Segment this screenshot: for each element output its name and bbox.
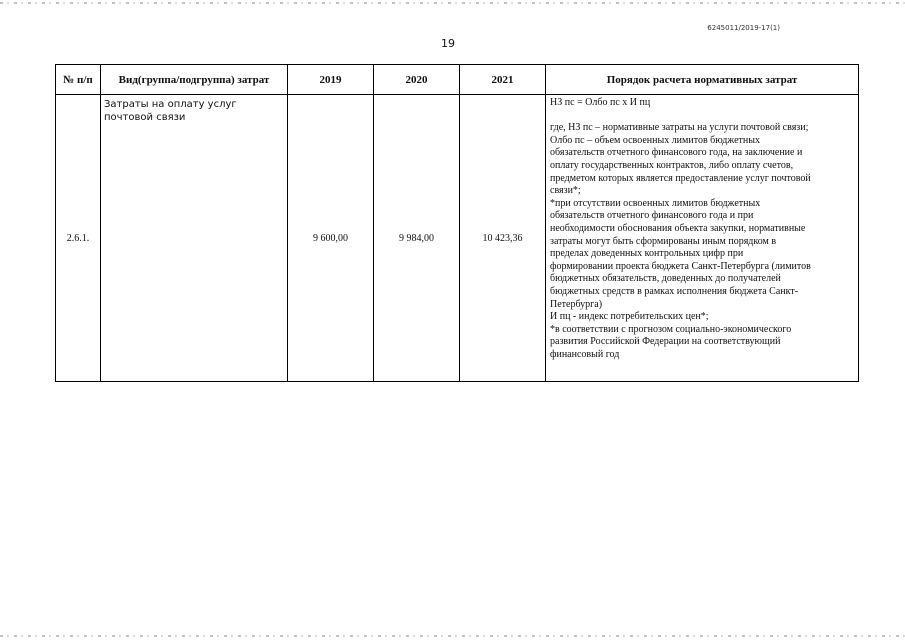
calc-line: обязательств отчетного финансового года и при <box>550 210 754 222</box>
calc-line: предметом которых является предоставление услуг почтовой <box>550 172 811 184</box>
row-number: 2.6.1. <box>56 95 101 382</box>
table-row <box>56 95 859 382</box>
row-value-2021: 10 423,36 <box>460 95 546 382</box>
calc-line: финансовый год <box>550 348 620 360</box>
row-calc-procedure <box>546 95 859 382</box>
header-2021: 2021 <box>460 65 546 95</box>
cost-table <box>55 64 859 382</box>
calc-line: развития Российской Федерации на соответствующий <box>550 336 781 348</box>
calc-line: затраты могут быть сформированы иным порядком в <box>550 235 777 247</box>
calc-line: обязательств отчетного финансового года, на заключение и <box>550 147 803 159</box>
calc-line: *при отсутствии освоенных лимитов бюджетных <box>550 197 761 209</box>
row-value-2019: 9 600,00 <box>288 95 374 382</box>
calc-line: *в соответствии с прогнозом социально-экономического <box>550 323 792 335</box>
row-cost-type: Затраты на оплату услуг почтовой связи <box>101 95 288 382</box>
page-number: 19 <box>441 37 455 50</box>
row-value-2020: 9 984,00 <box>374 95 460 382</box>
calc-line: НЗ пс = Олбо пс х И пц <box>550 97 651 108</box>
scan-noise-top <box>0 2 905 4</box>
calc-line: бюджетных обязательств, доведенных до получателей <box>550 273 781 285</box>
scan-noise-bottom <box>0 635 905 637</box>
calc-line: где, НЗ пс – нормативные затраты на услуги почтовой связи; <box>550 122 809 134</box>
header-calc-procedure: Порядок расчета нормативных затрат <box>546 65 859 95</box>
calc-line: оплату государственных контрактов, либо оплату счетов, <box>550 159 794 171</box>
calc-line <box>550 110 854 123</box>
calc-line: Олбо пс – объем освоенных лимитов бюджетных <box>550 134 760 146</box>
calc-line: связи*; <box>550 185 581 197</box>
calc-line: бюджетных средств в рамках исполнения бюджета Санкт- <box>550 285 799 297</box>
calc-line: И пц - индекс потребительских цен*; <box>550 311 709 323</box>
calc-line: необходимости обоснования объекта закупки, нормативные <box>550 222 806 234</box>
calc-line: пределах доведенных контрольных цифр при <box>550 248 744 260</box>
document-code: 6245011/2019-17(1) <box>707 24 780 32</box>
header-2019: 2019 <box>288 65 374 95</box>
calc-line: Петербурга) <box>550 298 603 310</box>
header-cost-type: Вид(группа/подгруппа) затрат <box>101 65 288 95</box>
header-num: № п/п <box>56 65 101 95</box>
header-2020: 2020 <box>374 65 460 95</box>
calc-line: формировании проекта бюджета Санкт-Петербурга (лимитов <box>550 260 811 272</box>
table-header-row <box>56 65 859 95</box>
